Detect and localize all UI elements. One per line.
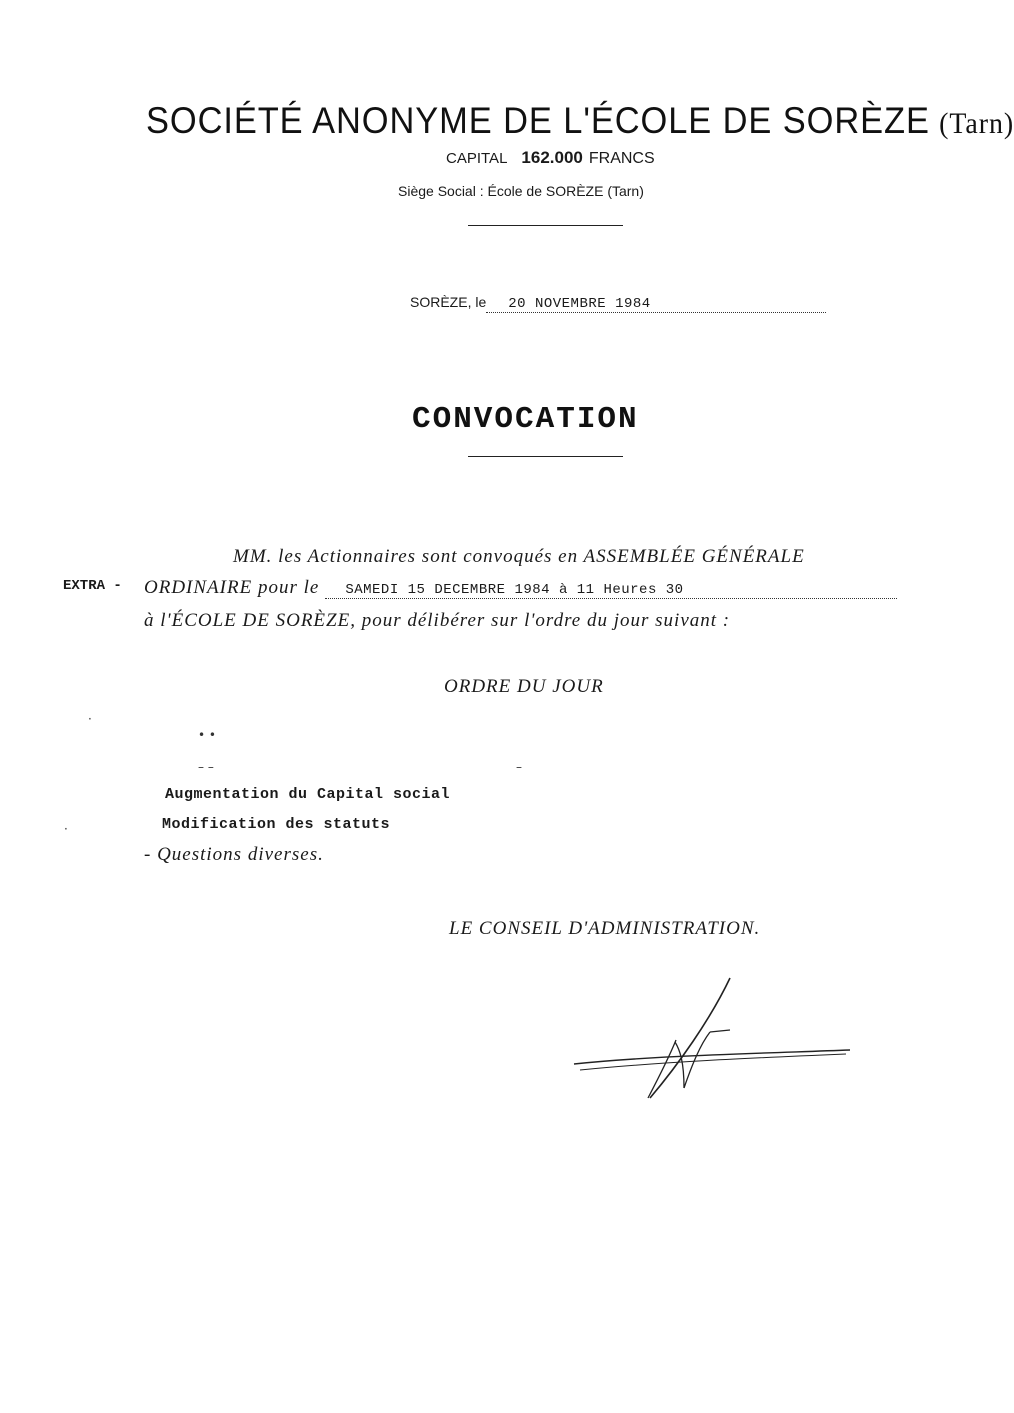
signatory: LE CONSEIL D'ADMINISTRATION. [449,918,761,939]
date-prefix: SORÈZE, le [410,294,487,310]
capital-line [446,148,655,168]
agenda-item: Modification des statuts [162,816,391,833]
agenda-item: - Questions diverses. [144,844,324,865]
extra-prefix: EXTRA - [63,578,122,594]
date-line [410,294,826,313]
stray-mark: · [64,822,68,836]
company-name-text: SOCIÉTÉ ANONYME DE L'ÉCOLE DE SORÈZE [146,100,930,141]
agenda-item: Augmentation du Capital social [165,786,451,803]
date-value: 20 NOVEMBRE 1984 [486,296,826,313]
body-line-1: MM. les Actionnaires sont convoqués en ASSEMBLÉE GÉNÉRALE [233,546,805,567]
company-name [146,100,1014,142]
agenda-title: ORDRE DU JOUR [444,676,604,697]
siege-social: Siège Social : École de SORÈZE (Tarn) [398,183,644,199]
document-title: CONVOCATION [412,402,639,437]
handwritten-signature [560,970,860,1110]
stray-mark: · [88,712,92,726]
capital-amount: 162.000 [521,148,583,167]
capital-unit: FRANCS [588,150,655,167]
body-line-3: à l'ÉCOLE DE SORÈZE, pour délibérer sur l'ordre du jour suivant : [144,610,731,631]
meeting-datetime: SAMEDI 15 DECEMBRE 1984 à 11 Heures 30 [325,582,897,599]
body-line-2 [144,577,897,599]
title-divider [468,456,623,457]
body-line-2-text: ORDINAIRE pour le [144,577,320,598]
letterhead-divider [468,225,623,226]
stray-mark: – [516,760,522,774]
stray-mark: • • [198,728,216,742]
company-region: (Tarn) [939,107,1014,140]
capital-label: CAPITAL [446,150,508,167]
stray-mark: – – [198,760,214,774]
